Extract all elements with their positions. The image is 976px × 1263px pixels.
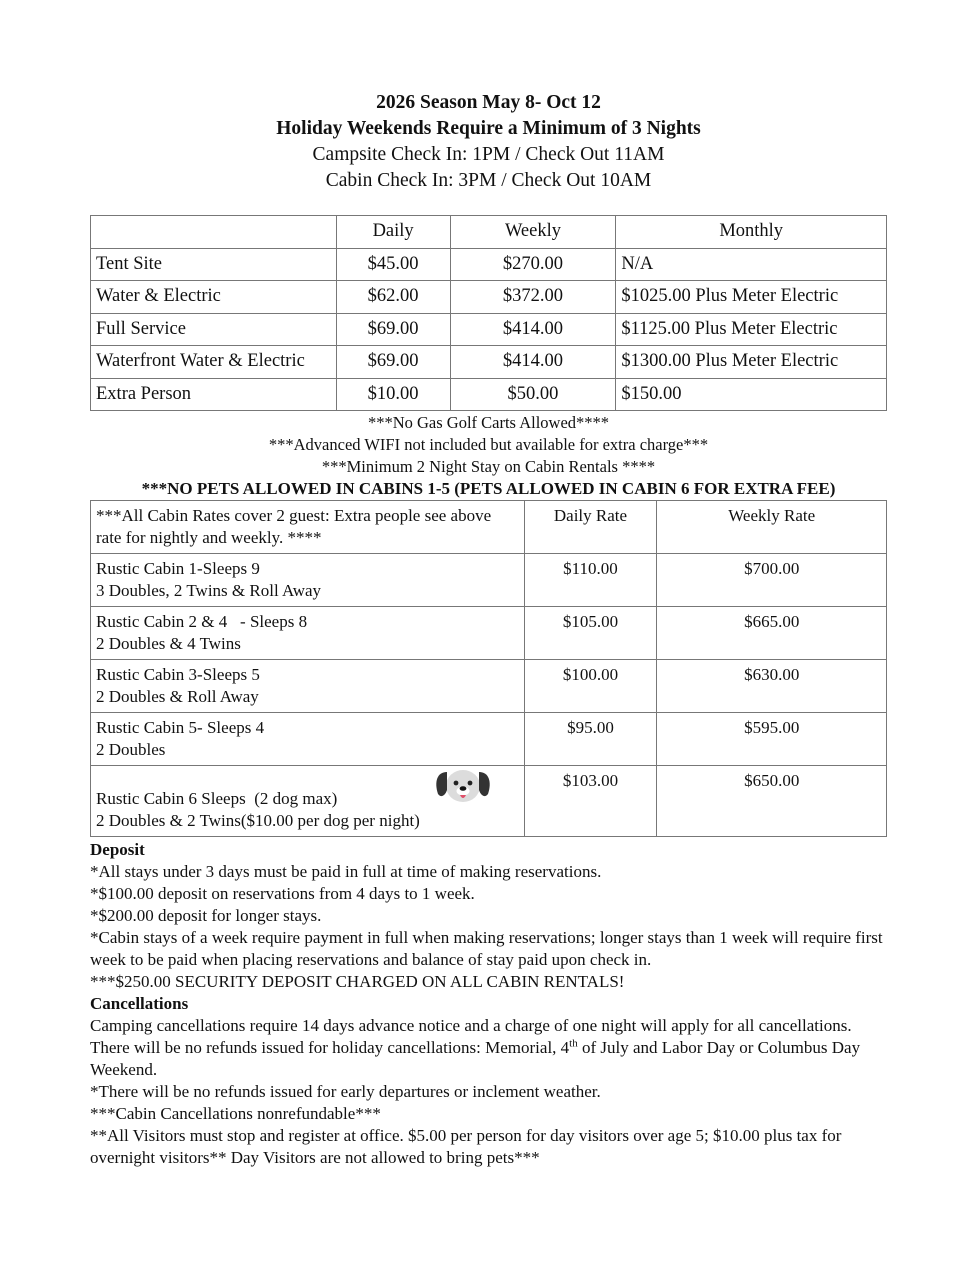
table-row	[91, 378, 887, 411]
cabin-name: Rustic Cabin 6 Sleeps (2 dog max)	[96, 789, 338, 808]
daily-rate: $103.00	[524, 766, 657, 837]
table-header-cell: Weekly Rate	[657, 501, 887, 554]
note-golf-carts: ***No Gas Golf Carts Allowed****	[367, 413, 610, 432]
deposit-line: *Cabin stays of a week require payment in full when making reservations; longer stays than 1 week will require first week to be paid when placing reservations and balance of stay paid upon check in.	[90, 928, 883, 969]
table-header-row	[91, 501, 887, 554]
weekly-rate: $595.00	[657, 713, 887, 766]
daily-rate: $69.00	[336, 313, 450, 346]
weekly-rate: $50.00	[450, 378, 616, 411]
campsite-checkin: Campsite Check In: 1PM / Check Out 11AM	[312, 144, 665, 165]
site-type: Tent Site	[91, 248, 337, 281]
weekly-rate: $700.00	[657, 554, 887, 607]
site-type: Water & Electric	[91, 281, 337, 314]
site-rates-table	[90, 215, 887, 411]
deposit-line: *$200.00 deposit for longer stays.	[90, 906, 322, 925]
season-title: 2026 Season May 8- Oct 12	[376, 92, 601, 113]
deposit-line: *All stays under 3 days must be paid in full at time of making reservations.	[90, 862, 602, 881]
table-row	[91, 281, 887, 314]
note-min-stay: ***Minimum 2 Night Stay on Cabin Rentals ****	[321, 457, 656, 476]
monthly-rate: $1125.00 Plus Meter Electric	[616, 313, 887, 346]
cancellation-line: ***Cabin Cancellations nonrefundable***	[90, 1104, 381, 1123]
cabin-beds: 2 Doubles & 4 Twins	[96, 634, 241, 653]
cabin-checkin: Cabin Check In: 3PM / Check Out 10AM	[325, 170, 652, 191]
daily-rate: $105.00	[524, 607, 657, 660]
table-row	[91, 313, 887, 346]
rate-sheet	[90, 90, 887, 1169]
cabin-rates-table	[90, 500, 887, 837]
daily-rate: $95.00	[524, 713, 657, 766]
cancellations-heading: Cancellations	[90, 994, 189, 1013]
cabin-beds: 2 Doubles	[96, 740, 166, 759]
note-wifi: ***Advanced WIFI not included but available for extra charge***	[268, 435, 709, 454]
dog-face-icon	[432, 768, 494, 804]
cabin-cell	[91, 660, 525, 713]
table-header-cell	[91, 216, 337, 249]
daily-rate: $100.00	[524, 660, 657, 713]
cabin-beds: 2 Doubles & Roll Away	[96, 687, 259, 706]
cabin-cell	[91, 713, 525, 766]
holiday-notice: Holiday Weekends Require a Minimum of 3 Nights	[276, 118, 701, 139]
table-header-row	[91, 216, 887, 249]
monthly-rate: $1300.00 Plus Meter Electric	[616, 346, 887, 379]
weekly-rate: $650.00	[657, 766, 887, 837]
monthly-rate: $1025.00 Plus Meter Electric	[616, 281, 887, 314]
cabin-beds: 2 Doubles & 2 Twins($10.00 per dog per night)	[96, 811, 420, 830]
weekly-rate: $414.00	[450, 346, 616, 379]
table-header-cell: Daily	[336, 216, 450, 249]
header	[90, 90, 887, 194]
weekly-rate: $270.00	[450, 248, 616, 281]
daily-rate: $45.00	[336, 248, 450, 281]
daily-rate: $110.00	[524, 554, 657, 607]
site-type: Waterfront Water & Electric	[91, 346, 337, 379]
table-header-cell: Weekly	[450, 216, 616, 249]
deposit-line: *$100.00 deposit on reservations from 4 days to 1 week.	[90, 884, 475, 903]
daily-rate: $10.00	[336, 378, 450, 411]
cancellation-line: *There will be no refunds issued for early departures or inclement weather.	[90, 1082, 601, 1101]
deposit-heading: Deposit	[90, 840, 145, 859]
site-type: Extra Person	[91, 378, 337, 411]
security-deposit-line: ***$250.00 SECURITY DEPOSIT CHARGED ON ALL CABIN RENTALS!	[90, 972, 625, 991]
cabin-cell	[91, 607, 525, 660]
cabin-name: Rustic Cabin 1-Sleeps 9	[96, 559, 260, 578]
table-row	[91, 248, 887, 281]
note-no-pets: ***NO PETS ALLOWED IN CABINS 1-5 (PETS ALLOWED IN CABIN 6 FOR EXTRA FEE)	[141, 479, 836, 498]
cabin-cell	[91, 766, 525, 837]
monthly-rate: N/A	[616, 248, 887, 281]
cabin-name: Rustic Cabin 3-Sleeps 5	[96, 665, 260, 684]
cabin-beds: 3 Doubles, 2 Twins & Roll Away	[96, 581, 322, 600]
cabin-cell	[91, 554, 525, 607]
table-row	[91, 346, 887, 379]
weekly-rate: $630.00	[657, 660, 887, 713]
weekly-rate: $665.00	[657, 607, 887, 660]
cabin-header-desc: ***All Cabin Rates cover 2 guest: Extra people see above rate for nightly and weekly. ****	[91, 501, 525, 554]
policy-notes	[90, 412, 887, 500]
cancellation-paragraph: Camping cancellations require 14 days advance notice and a charge of one night will apply for all cancellations. There will be no refunds issued for holiday cancellations: Memorial, 4th of July and Labor Day or Columbus Day Weekend.	[90, 1016, 861, 1079]
daily-rate: $69.00	[336, 346, 450, 379]
policies	[90, 839, 887, 1169]
table-row	[91, 766, 887, 837]
daily-rate: $62.00	[336, 281, 450, 314]
weekly-rate: $414.00	[450, 313, 616, 346]
weekly-rate: $372.00	[450, 281, 616, 314]
cabin-name: Rustic Cabin 5- Sleeps 4	[96, 718, 265, 737]
table-header-cell: Daily Rate	[524, 501, 657, 554]
table-header-cell: Monthly	[616, 216, 887, 249]
table-row	[91, 713, 887, 766]
monthly-rate: $150.00	[616, 378, 887, 411]
visitor-policy: **All Visitors must stop and register at office. $5.00 per person for day visitors over age 5; $10.00 plus tax for overnight visitors** Day Visitors are not allowed to bring pets***	[90, 1126, 842, 1167]
table-row	[91, 554, 887, 607]
table-row	[91, 660, 887, 713]
site-type: Full Service	[91, 313, 337, 346]
table-row	[91, 607, 887, 660]
cabin-name: Rustic Cabin 2 & 4 - Sleeps 8	[96, 612, 308, 631]
